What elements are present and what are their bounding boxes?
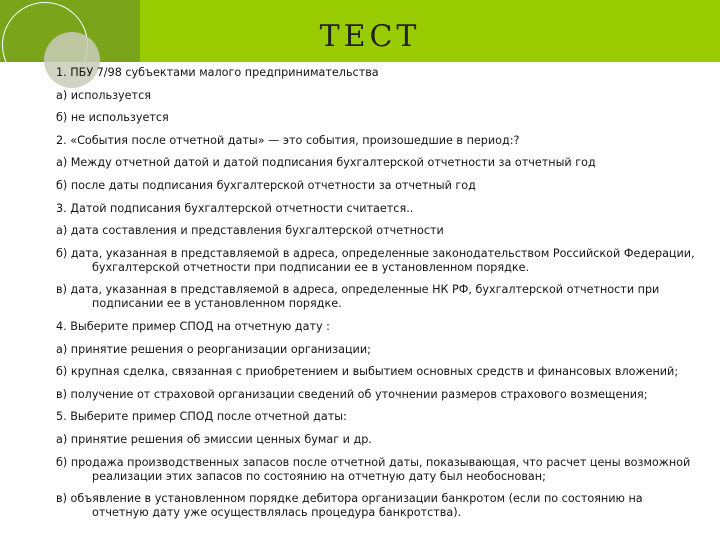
slide-title: ТЕСТ bbox=[319, 19, 421, 54]
question-1: 1. ПБУ 7/98 субъектами малого предпринимательства bbox=[56, 66, 379, 79]
question-2-option-b: б) после даты подписания бухгалтерской отчетности за отчетный год bbox=[56, 178, 476, 192]
question-1-option-b: б) не используется bbox=[56, 111, 169, 125]
question-5-option-c: в) объявление в установленном порядке дебитора организации банкротом (если по состоянию на отчетную дату уже осуществлялась процедура банкротства). bbox=[56, 492, 643, 520]
question-list bbox=[56, 66, 702, 529]
question-2-option-a: а) Между отчетной датой и датой подписания бухгалтерской отчетности за отчетный год bbox=[56, 156, 596, 170]
question-4-option-b: б) крупная сделка, связанная с приобретением и выбытием основных средств и финансовых вложений; bbox=[56, 365, 679, 379]
question-3-option-b: б) дата, указанная в представляемой в адреса, определенные законодательством Российской Федерации, бухгалтерской отчетности при подписании ее в установленном порядке. bbox=[56, 246, 695, 274]
question-3-option-c: в) дата, указанная в представляемой в адреса, определенные НК РФ, бухгалтерской отчетности при подписании ее в установленном порядке. bbox=[56, 283, 660, 311]
question-5-option-a: а) принятие решения об эмиссии ценных бумаг и др. bbox=[56, 432, 372, 446]
question-1-option-a: а) используется bbox=[56, 88, 151, 102]
question-5: 5. Выберите пример СПОД после отчетной даты: bbox=[56, 410, 347, 424]
question-4: 4. Выберите пример СПОД на отчетную дату : bbox=[56, 319, 330, 333]
question-3: 3. Датой подписания бухгалтерской отчетности считается.. bbox=[56, 201, 414, 215]
question-3-option-a: а) дата составления и представления бухгалтерской отчетности bbox=[56, 224, 444, 238]
question-2: 2. «События после отчетной даты» — это события, произошедшие в период:? bbox=[56, 133, 520, 147]
question-4-option-c: в) получение от страховой организации сведений об уточнении размеров страхового возмещения; bbox=[56, 387, 648, 401]
question-5-option-b: б) продажа производственных запасов после отчетной даты, показывающая, что расчет цены возможной реализации этих запасов по состоянию на отчетную дату был необоснован; bbox=[56, 455, 691, 483]
question-4-option-a: а) принятие решения о реорганизации организации; bbox=[56, 342, 371, 356]
